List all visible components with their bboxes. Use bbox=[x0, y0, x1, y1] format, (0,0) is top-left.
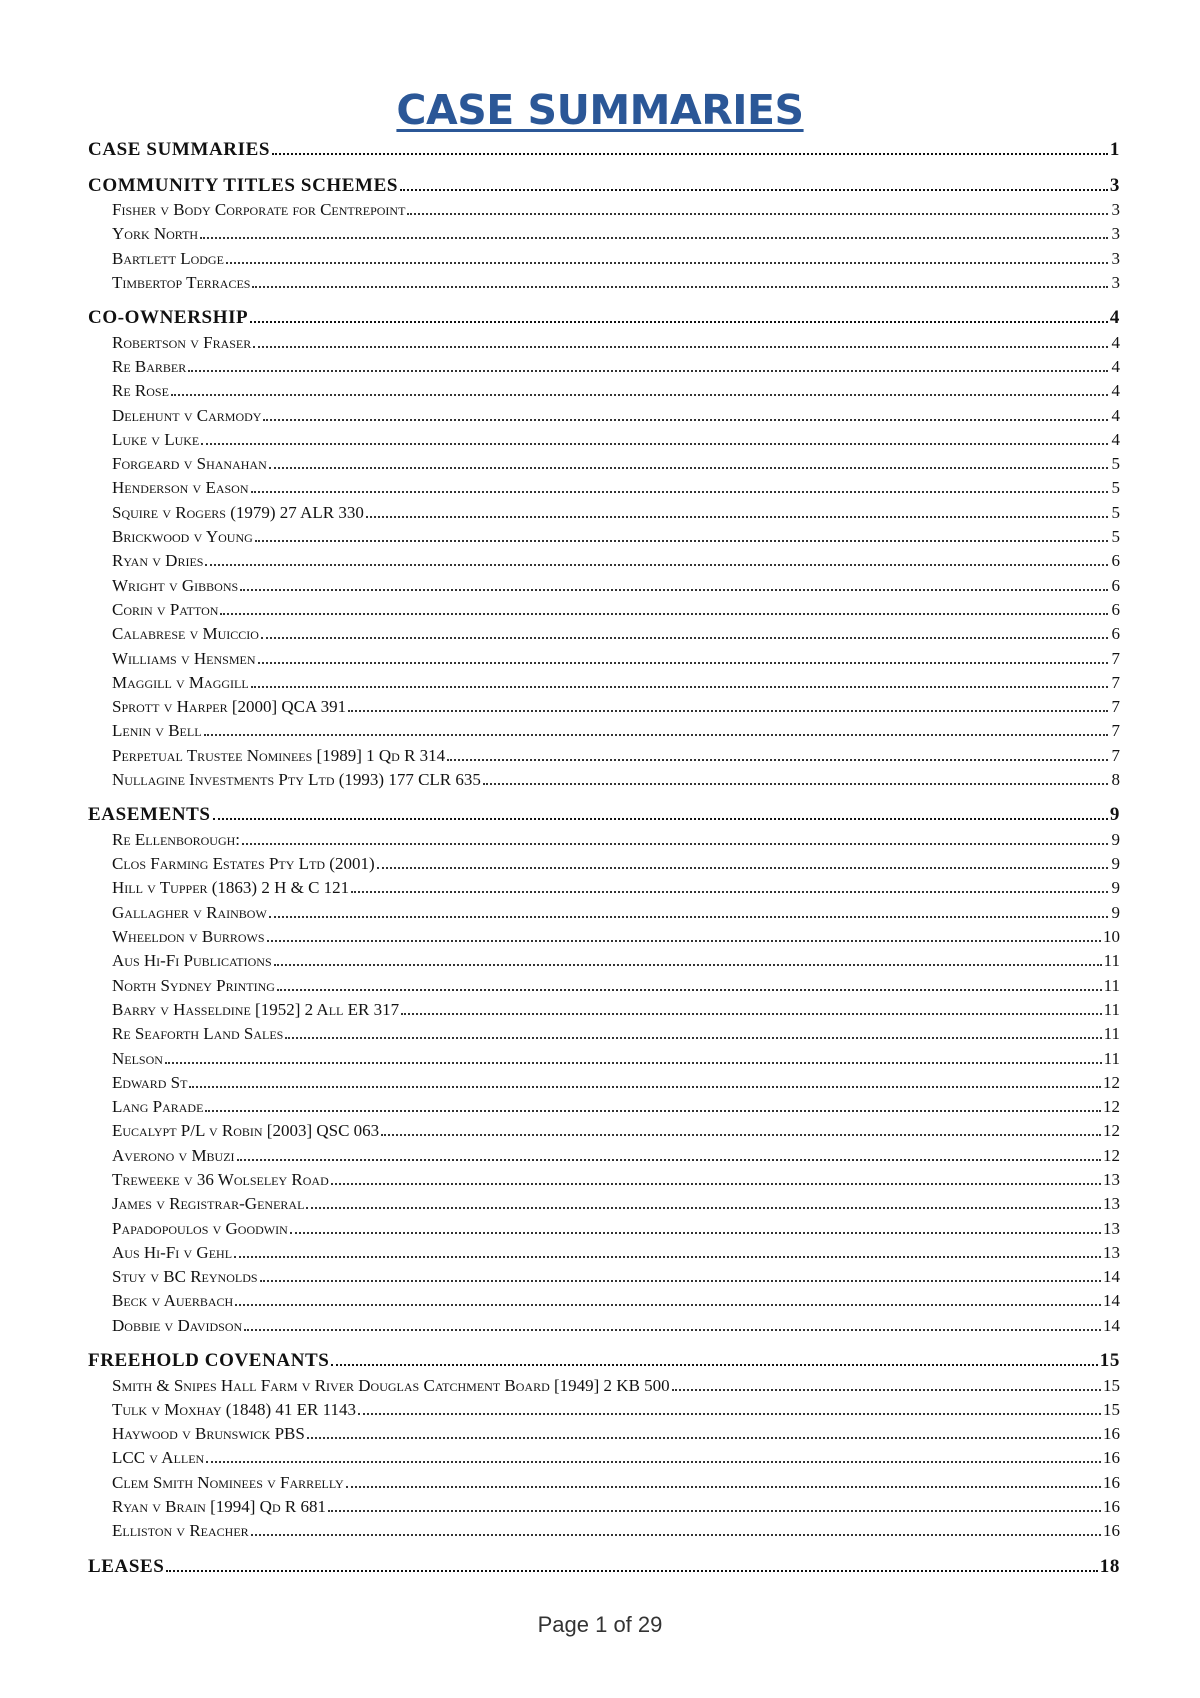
toc-case-entry[interactable] bbox=[88, 695, 1120, 719]
dot-leader bbox=[258, 661, 1109, 664]
dot-leader bbox=[331, 1363, 1097, 1366]
toc-page-number: 5 bbox=[1111, 527, 1120, 547]
toc-page-number: 14 bbox=[1103, 1291, 1120, 1311]
dot-leader bbox=[277, 988, 1102, 991]
toc-entry-label: Nelson bbox=[112, 1048, 163, 1068]
toc-page-number: 4 bbox=[1111, 332, 1120, 352]
toc-entry-label: Eucalypt P/L v Robin [2003] QSC 063 bbox=[112, 1121, 380, 1141]
toc-case-entry[interactable] bbox=[88, 452, 1120, 476]
toc-case-entry[interactable] bbox=[88, 768, 1120, 792]
toc-case-entry[interactable] bbox=[88, 1022, 1120, 1046]
toc-entry-label: Timbertop Terraces bbox=[112, 272, 251, 292]
dot-leader bbox=[351, 890, 1108, 893]
toc-case-entry[interactable] bbox=[88, 1398, 1120, 1422]
dot-leader bbox=[188, 369, 1108, 372]
dot-leader bbox=[400, 188, 1108, 191]
toc-case-entry[interactable] bbox=[88, 476, 1120, 500]
toc-page-number: 3 bbox=[1111, 224, 1120, 244]
dot-leader bbox=[331, 1182, 1101, 1185]
toc-case-entry[interactable] bbox=[88, 1071, 1120, 1095]
toc-page-number: 4 bbox=[1111, 381, 1120, 401]
toc-page-number: 12 bbox=[1103, 1097, 1120, 1117]
toc-entry-label: Bartlett Lodge bbox=[112, 248, 224, 268]
dot-leader bbox=[348, 709, 1108, 712]
dot-leader bbox=[328, 1509, 1101, 1512]
dot-leader bbox=[672, 1388, 1101, 1391]
toc-entry-label: Tulk v Moxhay (1848) 41 ER 1143 bbox=[112, 1399, 356, 1419]
toc-page-number: 8 bbox=[1111, 770, 1120, 790]
toc-page-number: 15 bbox=[1103, 1375, 1120, 1395]
dot-leader bbox=[240, 588, 1108, 591]
toc-entry-label: Dobbie v Davidson bbox=[112, 1315, 243, 1335]
toc-page-number: 3 bbox=[1111, 200, 1120, 219]
toc-entry-label: Aus Hi-Fi Publications bbox=[112, 951, 272, 971]
toc-entry-label: Re Ellenborough: bbox=[112, 829, 241, 849]
toc-entry-label: Elliston v Reacher bbox=[112, 1521, 249, 1541]
toc-case-entry[interactable] bbox=[88, 404, 1120, 428]
dot-leader bbox=[205, 1109, 1101, 1112]
dot-leader bbox=[205, 563, 1108, 566]
toc-page-number: 4 bbox=[1111, 429, 1120, 449]
toc-entry-label: Stuy v BC Reynolds bbox=[112, 1267, 258, 1287]
dot-leader bbox=[226, 261, 1108, 264]
dot-leader bbox=[213, 817, 1108, 820]
toc-case-entry[interactable] bbox=[88, 876, 1120, 900]
dot-leader bbox=[407, 212, 1108, 215]
toc-case-entry[interactable] bbox=[88, 1095, 1120, 1119]
toc-page-number: 12 bbox=[1103, 1121, 1120, 1141]
toc-case-entry[interactable] bbox=[88, 1265, 1120, 1289]
toc-page-number: 7 bbox=[1111, 672, 1120, 692]
dot-leader bbox=[261, 636, 1108, 639]
toc-case-entry[interactable] bbox=[88, 1495, 1120, 1519]
toc-page-number: 4 bbox=[1111, 405, 1120, 425]
toc-page-number: 3 bbox=[1109, 174, 1120, 196]
toc-entry-label: EASEMENTS bbox=[88, 804, 211, 826]
dot-leader bbox=[235, 1303, 1101, 1306]
toc-page-number: 9 bbox=[1109, 804, 1120, 826]
toc-case-entry[interactable] bbox=[88, 852, 1120, 876]
toc-page-number: 11 bbox=[1103, 1048, 1120, 1068]
dot-leader bbox=[250, 320, 1108, 323]
toc-page-number: 16 bbox=[1103, 1521, 1120, 1541]
toc-entry-label: Robertson v Fraser bbox=[112, 332, 252, 352]
toc-entry-label: Calabrese v Muiccio bbox=[112, 624, 259, 644]
toc-case-entry[interactable] bbox=[88, 1422, 1120, 1446]
toc-entry-label: Ryan v Dries bbox=[112, 551, 204, 571]
toc-entry-label: Re Rose bbox=[112, 381, 169, 401]
toc-case-entry[interactable] bbox=[88, 598, 1120, 622]
toc-page-number: 14 bbox=[1103, 1315, 1120, 1335]
toc-case-entry[interactable] bbox=[88, 331, 1120, 355]
dot-leader bbox=[244, 1328, 1101, 1331]
table-of-contents bbox=[88, 138, 1120, 1579]
toc-page-number: 16 bbox=[1103, 1472, 1120, 1492]
toc-case-entry[interactable] bbox=[88, 1446, 1120, 1470]
dot-leader bbox=[447, 758, 1108, 761]
toc-entry-label: Clos Farming Estates Pty Ltd (2001) bbox=[112, 854, 375, 874]
toc-case-entry[interactable] bbox=[88, 271, 1120, 295]
toc-entry-label: Gallagher v Rainbow bbox=[112, 902, 267, 922]
toc-entry-label: Re Barber bbox=[112, 356, 187, 376]
dot-leader bbox=[201, 442, 1108, 445]
toc-case-entry[interactable] bbox=[88, 719, 1120, 743]
toc-section-entry[interactable] bbox=[88, 1555, 1120, 1580]
toc-page-number: 13 bbox=[1103, 1169, 1120, 1189]
toc-page-number: 13 bbox=[1103, 1242, 1120, 1262]
toc-case-entry[interactable] bbox=[88, 1241, 1120, 1265]
toc-entry-label: Hill v Tupper (1863) 2 H & C 121 bbox=[112, 878, 350, 898]
toc-page-number: 11 bbox=[1103, 975, 1120, 995]
dot-leader bbox=[251, 490, 1108, 493]
dot-leader bbox=[267, 939, 1101, 942]
toc-case-entry[interactable] bbox=[88, 671, 1120, 695]
dot-leader bbox=[263, 418, 1108, 421]
toc-case-entry[interactable] bbox=[88, 428, 1120, 452]
toc-entry-label: Papadopoulos v Goodwin bbox=[112, 1218, 288, 1238]
toc-page-number: 5 bbox=[1111, 454, 1120, 474]
toc-page-number: 5 bbox=[1111, 478, 1120, 498]
dot-leader bbox=[251, 1533, 1101, 1536]
toc-page-number: 16 bbox=[1103, 1497, 1120, 1517]
toc-case-entry[interactable] bbox=[88, 949, 1120, 973]
dot-leader bbox=[165, 1061, 1102, 1064]
toc-case-entry[interactable] bbox=[88, 379, 1120, 403]
dot-leader bbox=[253, 345, 1108, 348]
dot-leader bbox=[220, 612, 1108, 615]
dot-leader bbox=[234, 1255, 1101, 1258]
toc-page-number: 3 bbox=[1111, 248, 1120, 268]
toc-page-number: 15 bbox=[1099, 1350, 1120, 1372]
toc-entry-label: Sprott v Harper [2000] QCA 391 bbox=[112, 697, 347, 717]
toc-page-number: 7 bbox=[1111, 697, 1120, 717]
toc-section-entry[interactable] bbox=[88, 306, 1120, 331]
dot-leader bbox=[381, 1133, 1101, 1136]
toc-case-entry[interactable] bbox=[88, 1168, 1120, 1192]
toc-entry-label: Henderson v Eason bbox=[112, 478, 249, 498]
toc-entry-label: James v Registrar-General bbox=[112, 1194, 305, 1214]
toc-case-entry[interactable] bbox=[88, 1314, 1120, 1338]
toc-entry-label: Williams v Hensmen bbox=[112, 648, 256, 668]
toc-page-number: 18 bbox=[1099, 1555, 1120, 1577]
toc-entry-label: Luke v Luke bbox=[112, 429, 200, 449]
toc-entry-label: FREEHOLD COVENANTS bbox=[88, 1350, 330, 1372]
dot-leader bbox=[206, 1460, 1101, 1463]
dot-leader bbox=[306, 1206, 1101, 1209]
toc-section-entry[interactable] bbox=[88, 138, 1120, 163]
toc-case-entry[interactable] bbox=[88, 1192, 1120, 1216]
page-footer: Page 1 of 29 bbox=[537, 1612, 663, 1637]
toc-section-entry[interactable] bbox=[88, 174, 1120, 199]
dot-leader bbox=[255, 539, 1108, 542]
toc-case-entry[interactable] bbox=[88, 574, 1120, 598]
toc-case-entry[interactable] bbox=[88, 925, 1120, 949]
dot-leader bbox=[285, 1036, 1101, 1039]
dot-leader bbox=[171, 393, 1108, 396]
dot-leader bbox=[204, 733, 1108, 736]
toc-page-number: 10 bbox=[1103, 927, 1120, 947]
dot-leader bbox=[377, 866, 1108, 869]
toc-page-number: 7 bbox=[1111, 648, 1120, 668]
toc-entry-label: Smith & Snipes Hall Farm v River Douglas Catchment Board [1949] 2 KB 500 bbox=[112, 1375, 670, 1395]
dot-leader bbox=[269, 466, 1108, 469]
toc-entry-label: Brickwood v Young bbox=[112, 527, 253, 547]
toc-entry-label: North Sydney Printing bbox=[112, 975, 275, 995]
dot-leader bbox=[200, 236, 1108, 239]
toc-page-number: 6 bbox=[1111, 624, 1120, 644]
toc-entry-label: York North bbox=[112, 224, 199, 244]
dot-leader bbox=[269, 915, 1108, 918]
toc-page-number: 11 bbox=[1103, 1024, 1120, 1044]
toc-page-number: 15 bbox=[1103, 1399, 1120, 1419]
toc-entry-label: Haywood v Brunswick PBS bbox=[112, 1424, 305, 1444]
toc-case-entry[interactable] bbox=[88, 622, 1120, 646]
toc-page-number: 6 bbox=[1111, 599, 1120, 619]
toc-page-number: 12 bbox=[1103, 1072, 1120, 1092]
toc-entry-label: Maggill v Maggill bbox=[112, 672, 249, 692]
dot-leader bbox=[237, 1158, 1101, 1161]
toc-case-entry[interactable] bbox=[88, 974, 1120, 998]
dot-leader bbox=[260, 1279, 1101, 1282]
toc-entry-label: Perpetual Trustee Nominees [1989] 1 Qd R 314 bbox=[112, 745, 446, 765]
toc-entry-label: Wheeldon v Burrows bbox=[112, 927, 265, 947]
toc-case-entry[interactable] bbox=[88, 198, 1120, 222]
toc-page-number: 11 bbox=[1103, 999, 1120, 1019]
toc-entry-label: Nullagine Investments Pty Ltd (1993) 177 CLR 635 bbox=[112, 770, 481, 790]
dot-leader bbox=[290, 1231, 1101, 1234]
toc-case-entry[interactable] bbox=[88, 222, 1120, 246]
toc-entry-label: Forgeard v Shanahan bbox=[112, 454, 267, 474]
dot-leader bbox=[242, 842, 1108, 845]
dot-leader bbox=[251, 685, 1108, 688]
toc-entry-label: Treweeke v 36 Wolseley Road bbox=[112, 1169, 329, 1189]
toc-page-number: 6 bbox=[1111, 575, 1120, 595]
toc-entry-label: Lang Parade bbox=[112, 1097, 204, 1117]
toc-page-number: 9 bbox=[1111, 854, 1120, 874]
toc-page-number: 9 bbox=[1111, 878, 1120, 898]
toc-entry-label: Ryan v Brain [1994] Qd R 681 bbox=[112, 1497, 326, 1517]
toc-section-entry[interactable] bbox=[88, 1349, 1120, 1374]
toc-page-number: 16 bbox=[1103, 1448, 1120, 1468]
toc-case-entry[interactable] bbox=[88, 501, 1120, 525]
toc-entry-label: Lenin v Bell bbox=[112, 721, 202, 741]
toc-entry-label: COMMUNITY TITLES SCHEMES bbox=[88, 174, 399, 196]
toc-entry-label: Corin v Patton bbox=[112, 599, 219, 619]
toc-case-entry[interactable] bbox=[88, 744, 1120, 768]
toc-case-entry[interactable] bbox=[88, 998, 1120, 1022]
toc-page-number: 1 bbox=[1109, 139, 1120, 160]
dot-leader bbox=[272, 152, 1108, 155]
toc-page-number: 16 bbox=[1103, 1424, 1120, 1444]
dot-leader bbox=[307, 1436, 1101, 1439]
toc-entry-label: Barry v Hasseldine [1952] 2 All ER 317 bbox=[112, 999, 400, 1019]
toc-page-number: 7 bbox=[1111, 721, 1120, 741]
toc-entry-label: CO-OWNERSHIP bbox=[88, 307, 249, 329]
toc-case-entry[interactable] bbox=[88, 1289, 1120, 1313]
dot-leader bbox=[483, 782, 1108, 785]
toc-page-number: 7 bbox=[1111, 745, 1120, 765]
dot-leader bbox=[401, 1012, 1102, 1015]
toc-case-entry[interactable] bbox=[88, 647, 1120, 671]
toc-case-entry[interactable] bbox=[88, 1144, 1120, 1168]
toc-entry-label: Re Seaforth Land Sales bbox=[112, 1024, 284, 1044]
toc-page-number: 11 bbox=[1103, 951, 1120, 971]
toc-entry-label: Averono v Mbuzi bbox=[112, 1145, 235, 1165]
dot-leader bbox=[358, 1412, 1101, 1415]
toc-entry-label: CASE SUMMARIES bbox=[88, 139, 271, 160]
toc-page-number: 12 bbox=[1103, 1145, 1120, 1165]
dot-leader bbox=[166, 1569, 1097, 1572]
toc-page-number: 9 bbox=[1111, 902, 1120, 922]
toc-case-entry[interactable] bbox=[88, 1374, 1120, 1398]
toc-page-number: 13 bbox=[1103, 1218, 1120, 1238]
toc-case-entry[interactable] bbox=[88, 355, 1120, 379]
toc-case-entry[interactable] bbox=[88, 901, 1120, 925]
dot-leader bbox=[346, 1485, 1101, 1488]
dot-leader bbox=[274, 963, 1102, 966]
toc-case-entry[interactable] bbox=[88, 247, 1120, 271]
toc-page-number: 4 bbox=[1109, 307, 1120, 329]
toc-page-number: 13 bbox=[1103, 1194, 1120, 1214]
toc-entry-label: Aus Hi-Fi v Gehl bbox=[112, 1242, 233, 1262]
toc-entry-label: Delehunt v Carmody bbox=[112, 405, 262, 425]
toc-entry-label: Fisher v Body Corporate for Centrepoint bbox=[112, 200, 406, 219]
toc-page-number: 5 bbox=[1111, 502, 1120, 522]
toc-case-entry[interactable] bbox=[88, 525, 1120, 549]
toc-case-entry[interactable] bbox=[88, 1119, 1120, 1143]
toc-entry-label: Edward St bbox=[112, 1072, 188, 1092]
page-title: CASE SUMMARIES bbox=[396, 86, 804, 134]
toc-case-entry[interactable] bbox=[88, 1047, 1120, 1071]
toc-entry-label: Clem Smith Nominees v Farrelly bbox=[112, 1472, 344, 1492]
dot-leader bbox=[189, 1085, 1101, 1088]
toc-page-number: 14 bbox=[1103, 1267, 1120, 1287]
toc-case-entry[interactable] bbox=[88, 1217, 1120, 1241]
toc-section-entry[interactable] bbox=[88, 803, 1120, 828]
toc-case-entry[interactable] bbox=[88, 1519, 1120, 1543]
toc-entry-label: Squire v Rogers (1979) 27 ALR 330 bbox=[112, 502, 364, 522]
toc-page-number: 4 bbox=[1111, 356, 1120, 376]
toc-entry-label: LCC v Allen bbox=[112, 1448, 205, 1468]
toc-page-number: 3 bbox=[1111, 272, 1120, 292]
toc-entry-label: Wright v Gibbons bbox=[112, 575, 239, 595]
dot-leader bbox=[252, 285, 1108, 288]
toc-page-number: 9 bbox=[1111, 829, 1120, 849]
dot-leader bbox=[366, 515, 1108, 518]
toc-case-entry[interactable] bbox=[88, 549, 1120, 573]
toc-case-entry[interactable] bbox=[88, 1471, 1120, 1495]
toc-case-entry[interactable] bbox=[88, 828, 1120, 852]
toc-entry-label: Beck v Auerbach bbox=[112, 1291, 234, 1311]
toc-page-number: 6 bbox=[1111, 551, 1120, 571]
toc-entry-label: LEASES bbox=[88, 1555, 165, 1577]
